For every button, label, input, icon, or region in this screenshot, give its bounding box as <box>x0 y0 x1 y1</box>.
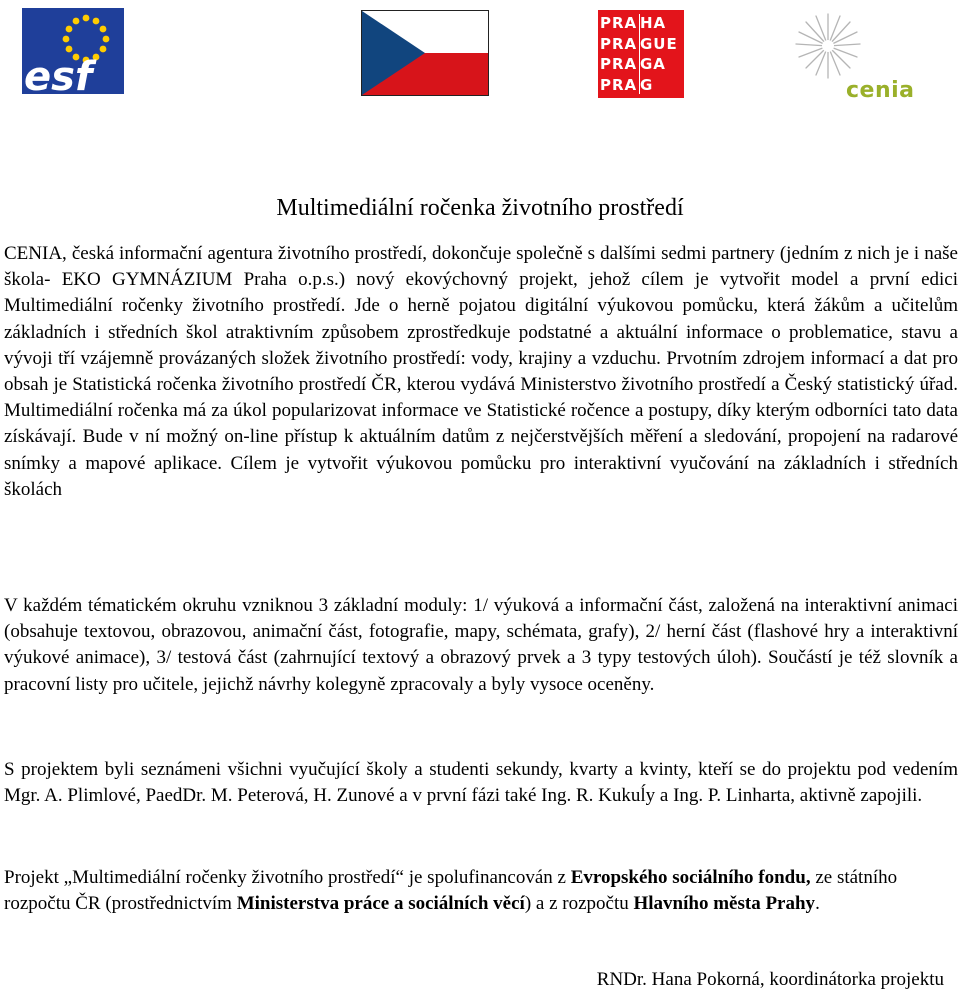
document-title: Multimediální ročenka životního prostředí <box>276 195 684 221</box>
praha-logo-text: G <box>640 75 654 94</box>
cenia-logo-text: cenia <box>846 78 915 103</box>
esf-logo-text: esf <box>24 54 93 94</box>
esf-logo <box>22 8 124 94</box>
funding-text: . <box>815 893 820 915</box>
paragraph-modules: V každém tématickém okruhu vzniknou 3 základní moduly: 1/ výuková a informační část, založená na interaktivní animaci (obsahuje textovou, obrazovou, animační část, fotografie, mapy, schémata, grafy), 2/ herní část (flashové hry a interaktivní výukové animace), 3/ testová část (zahrnující textový a obrazový prvek a 3 typy testových úloh). Součástí je též slovník a pracovní listy pro učitele, jejichž návrhy kolegyně zpracovaly a byly vysoce oceněny. <box>4 595 958 695</box>
cenia-burst-icon <box>790 10 870 82</box>
funding-text: Projekt „Multimediální ročenky životního prostředí“ je spolufinancován z <box>4 867 571 888</box>
praha-logo <box>598 10 684 98</box>
praha-logo-text: GA <box>640 55 666 73</box>
paragraph-participants: S projektem byli seznámeni všichni vyučující školy a studenti sekundy, kvarty a kvinty, kteří se do projektu pod vedením Mgr. A. Plimlové, PaedDr. M. Peterová, H. Zunové a v první fázi také Ing. R. Kukuĺy a Ing. P. Linharta, aktivně zapojili. <box>4 759 958 807</box>
czech-flag <box>361 10 489 96</box>
praha-logo-text: PRA <box>600 75 638 94</box>
praha-logo-text: PRA <box>600 14 638 32</box>
praha-logo-text: PRA <box>600 34 638 53</box>
logo-bar <box>0 0 960 110</box>
funding-prague: Hlavního města Prahy <box>633 893 816 915</box>
praha-logo-text: PRA <box>600 55 638 73</box>
funding-esf: Evropského sociálního fondu, <box>570 867 811 888</box>
paragraph-project-intro: CENIA, česká informační agentura životního prostředí, dokončuje společně s dalšími sedmi partnery (jedním z nich je i naše škola- EKO GYMNÁZIUM Praha o.p.s.) nový ekovýchovný projekt, jehož cílem je vytvořit model a první edici Multimediální ročenky životního prostředí. Jde o herně pojatou digitální výukovou pomůcku, která žákům a učitelům základních i středních škol atraktivním způsobem zprostředkuje podstatné a aktuální informace o problematice, stavu a vývoji tří vzájemně provázaných složek životního prostředí: vody, krajiny a vzduchu. Prvotním zdrojem informací a dat pro obsah je Statistická ročenka životního prostředí ČR, kterou vydává Ministerstvo životního prostředí a Český statistický úřad. Multimediální ročenka má za úkol popularizovat informace ve Statistické ročence a postupy, díky kterým odborníci tato data získávají. Bude v ní možný on-line přístup k aktuálním datům z nejčerstvějších měření a sledování, propojení na radarové snímky a mapové aplikace. Cílem je vytvořit výukovou pomůcku pro interaktivní vyučování na základních i středních školách <box>4 243 958 500</box>
cenia-logo <box>790 10 915 103</box>
funding-text: ) a z rozpočtu <box>524 893 634 915</box>
signature: RNDr. Hana Pokorná, koordinátorka projektu <box>596 969 944 990</box>
praha-logo-text: HA <box>640 14 667 32</box>
paragraph-funding <box>4 865 958 917</box>
praha-logo-text: GUE <box>640 34 678 53</box>
funding-text: ze státního rozpočtu ČR (prostřednictvím <box>4 867 898 915</box>
funding-ministry: Ministerstva práce a sociálních věcí <box>236 893 525 915</box>
